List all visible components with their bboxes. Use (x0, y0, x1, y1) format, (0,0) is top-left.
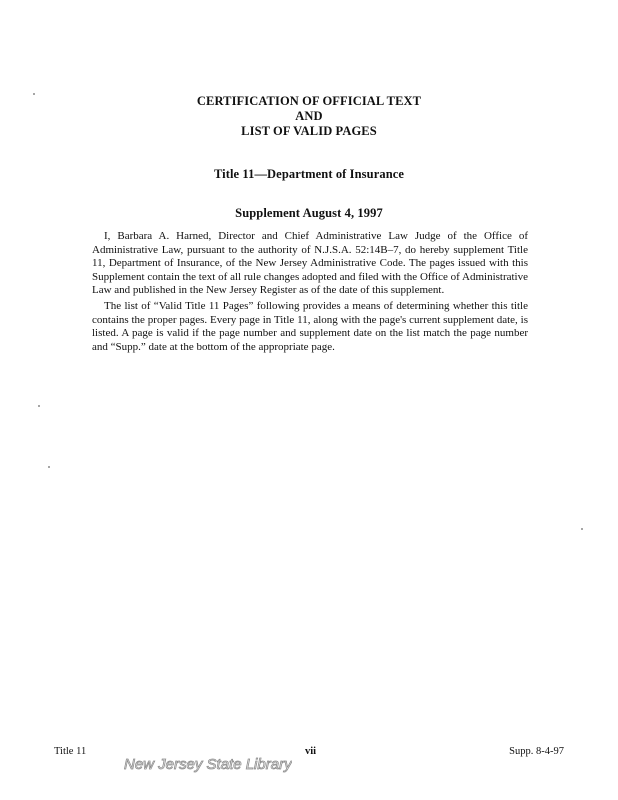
certification-paragraph (92, 230, 528, 298)
scan-speck (38, 405, 40, 407)
footer-title: Title 11 (54, 746, 87, 757)
certification-heading (0, 94, 618, 139)
paragraph-2-text: The list of “Valid Title 11 Pages” following provides a means of determining whether this title contains the proper pages. Every page in Title 11, along with the page's current supplement date, is listed. A page is valid if the page number and supplement date on the list match the page number and “Supp.” date at the bottom of the appropriate page. (92, 300, 528, 353)
heading-line-3: LIST OF VALID PAGES (241, 124, 377, 138)
valid-pages-paragraph (92, 300, 528, 354)
scan-speck (581, 528, 583, 530)
library-stamp-icon (122, 752, 292, 776)
heading-line-1: CERTIFICATION OF OFFICIAL TEXT (196, 94, 422, 108)
scan-speck (33, 93, 35, 95)
scan-speck (48, 466, 50, 468)
document-title: Title 11—Department of Insurance (213, 167, 405, 181)
library-stamp-text: New Jersey State Library (124, 756, 292, 773)
heading-line-2: AND (295, 109, 323, 123)
footer-supplement-date: Supp. 8-4-97 (509, 746, 564, 757)
footer-page-number: vii (305, 746, 317, 757)
supplement-date-heading: Supplement August 4, 1997 (235, 206, 383, 220)
paragraph-1-text: I, Barbara A. Harned, Director and Chief Administrative Law Judge of the Office of Administrative Law, pursuant to the authority of N.J.S.A. 52:14B–7, do hereby supplement Title 11, Department of Insurance, of the New Jersey Administrative Code. The pages issued with this Supplement contain the text of all rule changes adopted and filed with the Office of Administrative Law and published in the New Jersey Register as of the date of this supplement. (92, 230, 528, 297)
